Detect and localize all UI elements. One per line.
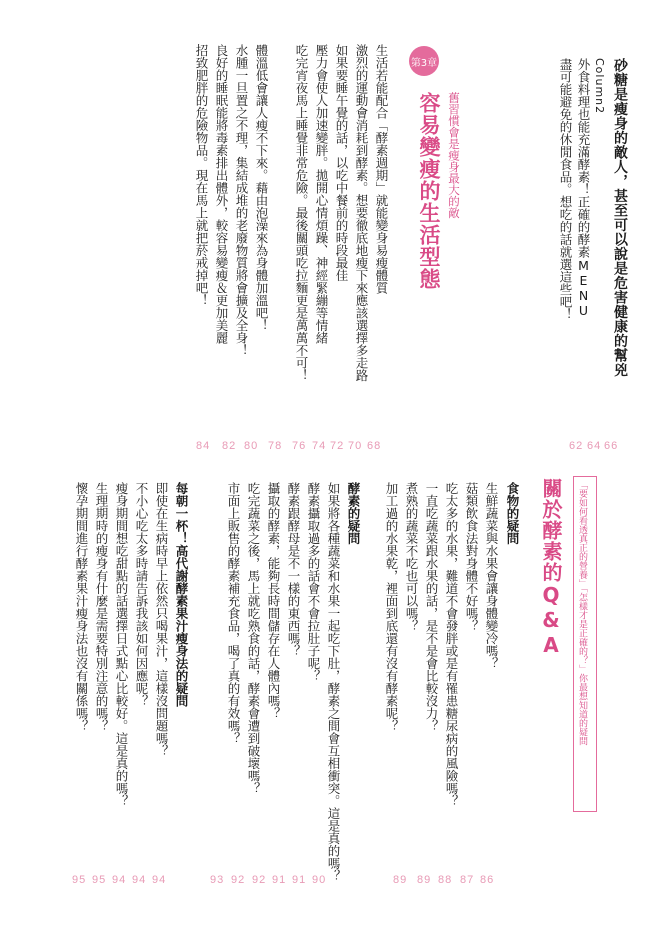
page-number: 89 (417, 874, 432, 886)
page-number: 62 (569, 440, 584, 452)
chapter-subtitle: 舊習慣會是瘦身最大的敵 (447, 92, 461, 219)
page-number: 66 (604, 440, 619, 452)
page-number: 91 (272, 874, 287, 886)
page-number: 86 (480, 874, 495, 886)
section-title: 關於酵素的Q&A (539, 478, 563, 658)
page-number: 92 (252, 874, 267, 886)
list-item[interactable]: 招致肥胖的危險物品。現在馬上就把菸戒掉吧！ (194, 44, 209, 307)
list-item[interactable]: 即使在生病時早上依然只喝果汁，這樣沒問題嗎？ (154, 482, 169, 757)
list-item[interactable]: 生鮮蔬菜與水果會讓身體變冷嗎？ (484, 482, 499, 670)
list-item[interactable]: 體溫低會讓人瘦不下來。藉由泡澡來為身體加溫吧！ (254, 44, 269, 332)
page-number: 72 (330, 440, 345, 452)
list-item[interactable]: 不小心吃太多時請告訴我該如何因應呢？ (134, 482, 149, 707)
list-item[interactable]: 酵素跟酵母是不一樣的東西嗎？ (286, 482, 301, 657)
enzyme-heading: 酵素的疑問 (346, 482, 361, 545)
page-number: 94 (112, 874, 127, 886)
chapter-title: 容易變瘦的生活型態 (417, 92, 441, 290)
page-number: 91 (292, 874, 307, 886)
list-item[interactable]: 生活若能配合「酵素週期」就能變身易瘦體質 (374, 44, 389, 294)
page-number: 70 (348, 440, 363, 452)
list-item[interactable]: 菇類飲食法對身體不好嗎？ (464, 482, 479, 632)
page-number: 95 (72, 874, 87, 886)
page-number: 76 (292, 440, 307, 452)
list-item[interactable]: 瘦身期間想吃甜點的話選擇日式點心比較好。這是真的嗎？ (114, 482, 129, 807)
page-number: 74 (312, 440, 327, 452)
chapter-badge: 第3章 (409, 46, 439, 76)
page-number: 94 (132, 874, 147, 886)
list-item[interactable]: 一直吃蔬菜跟水果的話，是不是會比較沒力？ (424, 482, 439, 732)
list-item[interactable]: 如果要睡午覺的話，以吃中餐前的時段最佳 (334, 44, 349, 282)
column-line-2: 盡可能避免的休閒食品。想吃的話就選這些吧！ (558, 58, 573, 321)
list-item[interactable]: 水腫一旦置之不理，集結成堆的老廢物質將會擴及全身！ (234, 44, 249, 357)
page-number: 80 (244, 440, 259, 452)
list-item[interactable]: 激烈的運動會消耗到酵素。想要徹底地瘦下來應該選擇多走路 (354, 44, 369, 382)
column-line-1: 外食料理也能充滿酵素！正確的酵素MENU (576, 58, 591, 318)
list-item[interactable]: 生理期時的瘦身有什麼是需要特別注意的嗎？ (94, 482, 109, 732)
list-item[interactable]: 酵素攝取過多的話會不會拉肚子呢？ (306, 482, 321, 682)
page-number: 87 (460, 874, 475, 886)
page-number: 82 (222, 440, 237, 452)
list-item[interactable]: 壓力會使人加速變胖。拋開心情煩躁、神經緊繃等情緒 (314, 44, 329, 344)
page-number: 78 (268, 440, 283, 452)
page-number: 88 (438, 874, 453, 886)
page-number: 84 (196, 440, 211, 452)
page-number: 64 (587, 440, 602, 452)
list-item[interactable]: 如果將各種蔬菜和水果一起吃下肚，酵素之間會互相衝突。這是真的嗎？ (326, 482, 341, 882)
page-number: 90 (312, 874, 327, 886)
page-number: 68 (367, 440, 382, 452)
list-item[interactable]: 吃完蔬菜之後，馬上就吃熟食的話，酵素會遭到破壞嗎？ (246, 482, 261, 795)
list-item[interactable]: 良好的睡眠能將毒素排出體外，較容易變瘦＆更加美麗 (214, 44, 229, 344)
section-subtitle: 「要如何看透真正的營養」「怎樣才是正確的？」你最想知道的疑問 (577, 480, 587, 746)
juice-heading: 每朝一杯！高代謝酵素果汁瘦身法的疑問 (174, 482, 189, 707)
page-number: 94 (152, 874, 167, 886)
column-heading: 砂糖是瘦身的敵人，甚至可以說是危害健康的幫兇 (612, 58, 628, 377)
list-item[interactable]: 市面上販售的酵素補充食品，喝了真的有效嗎？ (226, 482, 241, 745)
list-item[interactable]: 加工過的水果乾，裡面到底還有沒有酵素呢？ (384, 482, 399, 732)
page-number: 89 (393, 874, 408, 886)
page-number: 92 (231, 874, 246, 886)
food-heading: 食物的疑問 (505, 482, 520, 545)
page-number: 95 (92, 874, 107, 886)
list-item[interactable]: 攝取的酵素，能夠長時間儲存在人體內嗎？ (266, 482, 281, 720)
list-item[interactable]: 吃太多的水果，難道不會發胖或是有罹患糖尿病的風險嗎？ (444, 482, 459, 807)
page-number: 93 (210, 874, 225, 886)
column-label: Column2 (593, 58, 606, 115)
list-item[interactable]: 吃完宵夜馬上睡覺非常危險。最後關頭吃拉麵更是萬萬不可！ (294, 44, 309, 382)
list-item[interactable]: 煮熟的蔬菜不吃也可以嗎？ (404, 482, 419, 632)
list-item[interactable]: 懷孕期間進行酵素果汁瘦身法也沒有關係嗎？ (74, 482, 89, 732)
